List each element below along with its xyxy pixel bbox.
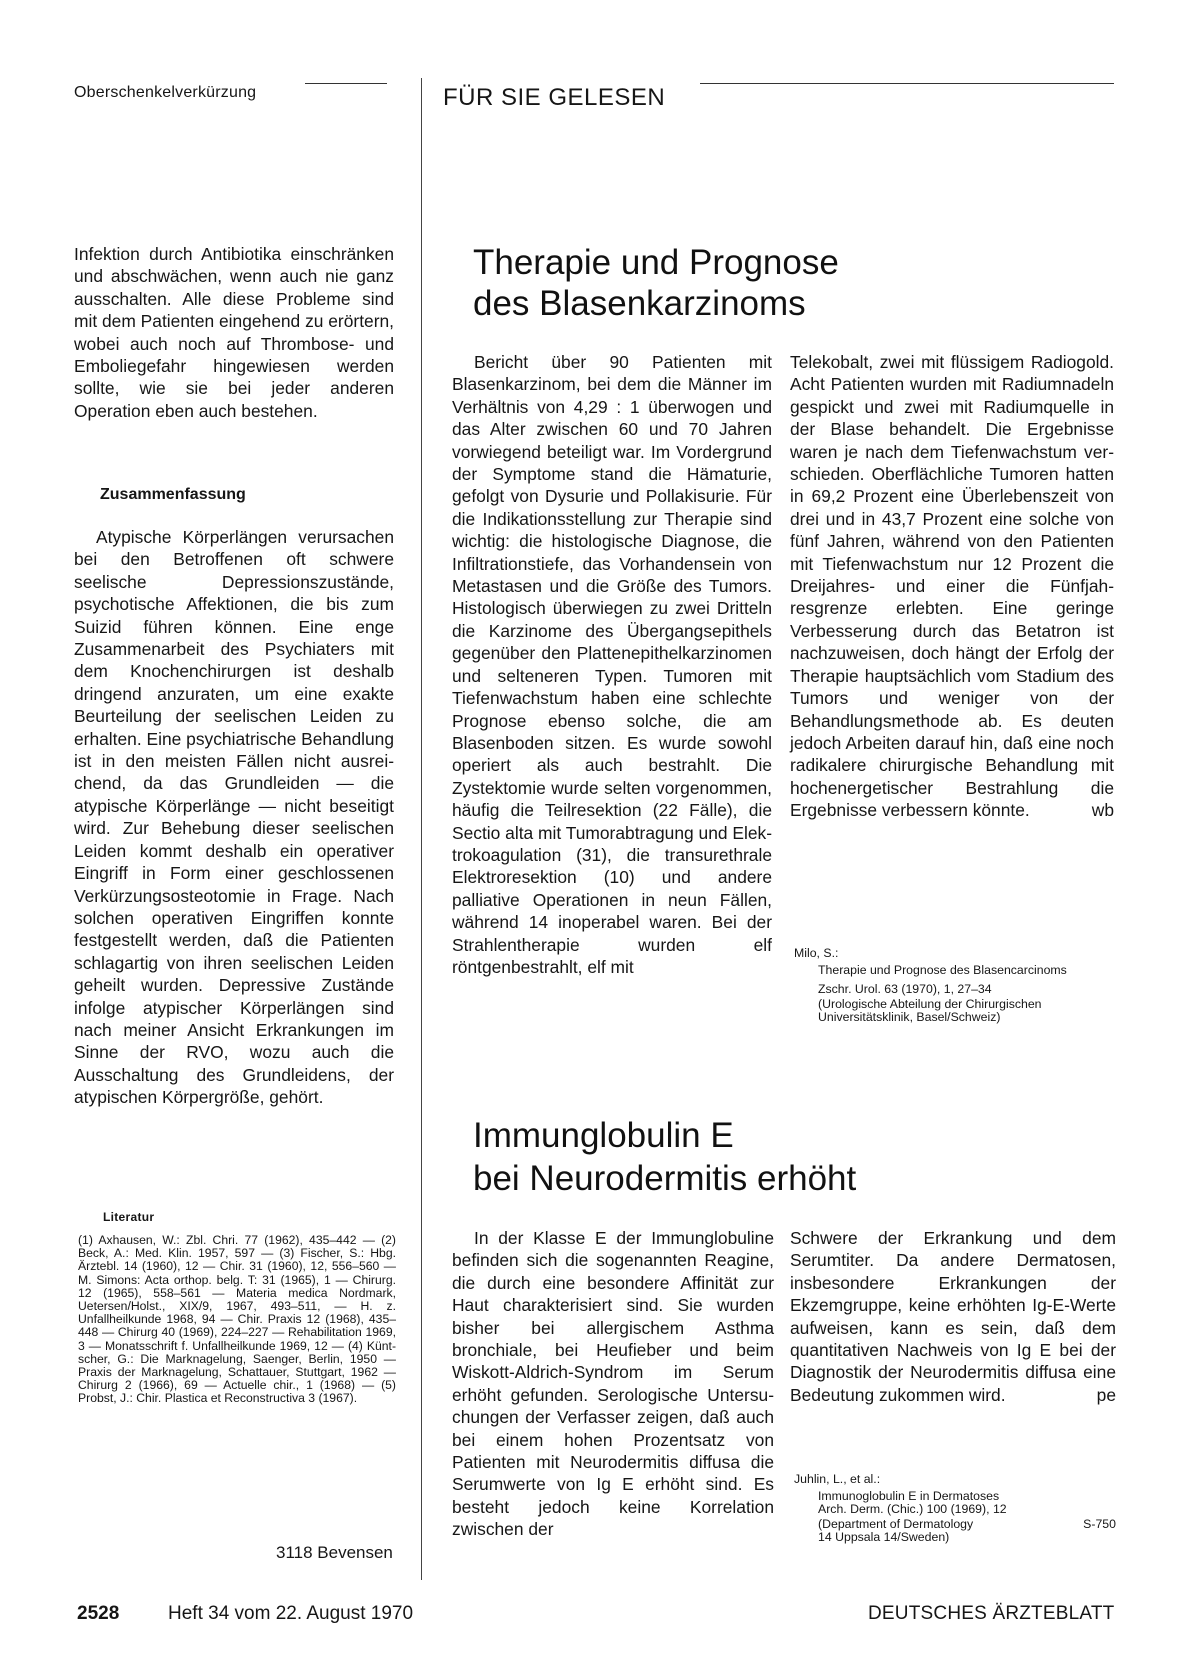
article1-text1: Bericht über 90 Patienten mit Blasenkarzinom, bei dem die Männer im Verhältnis von 4,29 : 1 überwogen und das Alter zwischen 60 und 70 Jahren vorwiegend beteiligt war. Im Vordergrund der Symptome stand die Hämaturie, gefolgt von Dysurie und Pollakisurie. Für die Indikationsstellung zur Therapie sind wichtig: die histologische Diagnose, die Infiltrationstiefe, das Vorhandensein von Metastasen und die Größe des Tumors. Histologisch überwiegen zu zwei Dritteln die Karzinome des Übergangsepithels gegenüber den Plattenepithelkarzinomen und selteneren Typen. Tumoren mit Tiefenwachstum haben eine schlechte Prognose ebenso solche, die am Blasenboden sitzen. Es wurde sowohl operiert als auch bestrahlt. Die Zystektomie wurde selten vorgenommen, häufig die Teilresektion (22 Fälle), die Sectio alta mit Tumorabtragung und Elektrokoagulation (31), die transurethrale Elektroresektion (10) und andere palliative Operationen in neun Fällen, während 14 inoperabel waren. Bei der Strahlentherapie wurden elf röntgenbestrahlt, elf mit (452, 352, 772, 977)
article1-ref-author: Milo, S.: (794, 946, 839, 960)
article1-ref-publication: Zschr. Urol. 63 (1970), 1, 27–34 (818, 982, 992, 996)
summary-paragraph: Atypische Körperlängen verursachen bei den Betroffenen oft schwere seelische Depressionszustände, psychotische Affektionen, die bis zum Suizid führen können. Eine enge Zusammenarbeit des Psychiaters mit dem Knochenchirurgen ist deshalb dringend anzuraten, um eine exakte Beurteilung der seelischen Leiden zu erhalten. Eine psychiatrische Behandlung ist in den meisten Fällen nicht ausreichend, da das Grundleiden — die atypische Körperlänge — nicht beseitigt wird. Zur Behebung dieser seelischen Leiden kommt deshalb ein operativer Eingriff in Form einer geschlossenen Verkürzungsosteotomie in Frage. Nach solchen operativen Eingriffen konnte festgestellt werden, daß die Patienten schlagartig von ihren seelischen Leiden geheilt wurden. Depressive Zustände infolge atypischer Körperlängen sind nach meiner Ansicht Erkrankungen im Sinne der RVO, wozu auch die Ausschaltung des Grundleidens, der atypischen Körpergröße, gehört. (74, 527, 395, 1108)
literature-list: (1) Axhausen, W.: Zbl. Chri. 77 (1962), 435–442 — (2) Beck, A.: Med. Klin. 1957, 597 — (3) Fischer, S.: Hbg. Ärztebl. 14 (1960), 12 — Chir. 31 (1960), 12, 556–560 — M. Simons: Acta orthop. belg. T: 31 (1965), 1 — Chirurg. 12 (1965), 558–561 — Materia medica Nordmark, Uetersen/Holst., XIX/9, 1967, 493–511, — H. z. Unfallheilkunde 1968, 94 — Chir. Praxis 12 (1968), 435–448 — Chirurg 40 (1969), 224–227 — Rehabilitation 1969, 3 — Monatsschrift f. Unfallheilkunde 1969, 12 — (4) Küntscher, G.: Die Marknagelung, Saenger, Berlin, 1950 — Praxis der Marknagelung, Schattauer, Stuttgart, 1962 — Chirurg 2 (1966), 69 — Actuelle chir., 1 (1968) — (5) Probst, J.: Chir. Plastica et Reconstructiva 3 (1967). (78, 1233, 396, 1406)
article1-column2 (790, 351, 1114, 822)
issue-info: Heft 34 vom 22. August 1970 (168, 1603, 414, 1624)
section-heading: FÜR SIE GELESEN (443, 84, 666, 111)
article2-ref-author: Juhlin, L., et al.: (794, 1472, 881, 1486)
article1-column1 (452, 351, 772, 978)
article2-ref-title: Immunoglobulin E in Dermatoses (818, 1489, 1000, 1503)
article2-text1: In der Klasse E der Immunglobuline befinden sich die sogenannten Reagine, die durch eine besondere Affinität zur Haut charakterisiert sind. Sie wurden bisher bei allergischem Asthma bronchiale, bei Heufieber und beim Wiskott-Aldrich-Syndrom im Serum erhöht gefunden. Serologische Untersuchungen der Verfasser zeigen, daß auch bei einem hohen Prozentsatz von Patienten mit Neurodermitis diffusa die Serumwerte von Ig E erhöht sind. Es besteht jedoch keine Korrelation zwischen der (452, 1228, 774, 1540)
article2-text2 (790, 1227, 1116, 1406)
article2-title-line2: bei Neurodermitis erhöht (473, 1159, 857, 1198)
header-rule-left (305, 83, 387, 84)
column-divider (421, 78, 422, 1580)
article2-ref-inst-a: (Department of Dermatology (818, 1517, 974, 1531)
article2-text2-body: Schwere der Erkrankung und dem Serumtiter. Da andere Dermatosen, insbesondere Erkrankungen der Ekzemgruppe, keine erhöhten Ig-E-Werte aufweisen, kann es sein, daß dem quantitativen Nachweis von Ig E bei der Diagnostik der Neurodermitis diffusa eine Bedeutung zukommen wird. (790, 1228, 1116, 1405)
article2-ref-inst-b: S-750 (1083, 1517, 1116, 1531)
article1-text2 (790, 351, 1114, 822)
article2-ref-inst-c: 14 Uppsala 14/Sweden) (818, 1530, 950, 1544)
article1-ref-institution: (Urologische Abteilung der Chirurgischen Universitätsklinik, Basel/Schweiz) (818, 997, 1042, 1024)
article2-signature: pe (1096, 1384, 1116, 1405)
article1-title-line1: Therapie und Prognose (473, 243, 839, 282)
author-place: 3118 Bevensen (276, 1543, 393, 1562)
article1-text2-body: Telekobalt, zwei mit flüssigem Radiogold. Acht Patienten wurden mit Radiumnadeln gespickt und zwei mit Radiumquelle in der Blase behandelt. Die Ergebnisse waren je nach dem Tiefenwachstum verschieden. Oberflächliche Tumoren hatten in 69,2 Prozent eine Überlebenszeit von drei und in 43,7 Prozent eine solche von fünf Jahren, während von den Patienten mit Tiefenwachstum nur 12 Prozent die Dreijahres- und einer die Fünfjahresgrenze erlebten. Eine geringe Verbesserung durch das Betatron ist nachzuweisen, doch hängt der Erfolg der Therapie hauptsächlich vom Stadium des Tumors und weniger von der Behandlungsmethode ab. Es deuten jedoch Arbeiten darauf hin, daß eine noch radikalere chirurgische Behandlung mit hochenergetischer Bestrahlung die Ergebnisse verbessern könnte. (790, 352, 1114, 821)
page-number: 2528 (77, 1603, 120, 1624)
summary-text (74, 526, 394, 1109)
article1-reference (794, 947, 1116, 1024)
literature-heading: Literatur (103, 1210, 155, 1224)
article2-column1 (452, 1227, 774, 1541)
article2-title-line1: Immunglobulin E (473, 1116, 734, 1155)
article2-column2 (790, 1227, 1116, 1406)
article2-title (473, 1114, 1073, 1200)
article1-title (473, 242, 1073, 324)
summary-heading: Zusammenfassung (100, 486, 246, 503)
article1-ref-title: Therapie und Prognose des Blasencarcinoms (818, 963, 1067, 977)
header-rule-right (700, 83, 1114, 84)
journal-name: DEUTSCHES ÄRZTEBLATT (868, 1603, 1115, 1624)
article2-ref-publication: Arch. Derm. (Chic.) 100 (1969), 12 (818, 1502, 1007, 1516)
article1-title-line2: des Blasenkarzinoms (473, 284, 806, 323)
left-intro-text (74, 243, 394, 422)
article2-reference (794, 1473, 1116, 1544)
article1-signature: wb (1091, 800, 1114, 821)
running-title: Oberschenkelverkürzung (74, 84, 257, 101)
intro-paragraph: Infektion durch Antibiotika einschränken und abschwächen, wenn auch nie ganz ausschalten. Alle diese Probleme sind mit dem Patienten eingehend zu erörtern, wobei auch noch auf Thrombose- und Emboliegefahr hingewiesen werden sollte, wie sie bei jeder anderen Operation eben auch bestehen. (74, 244, 394, 421)
